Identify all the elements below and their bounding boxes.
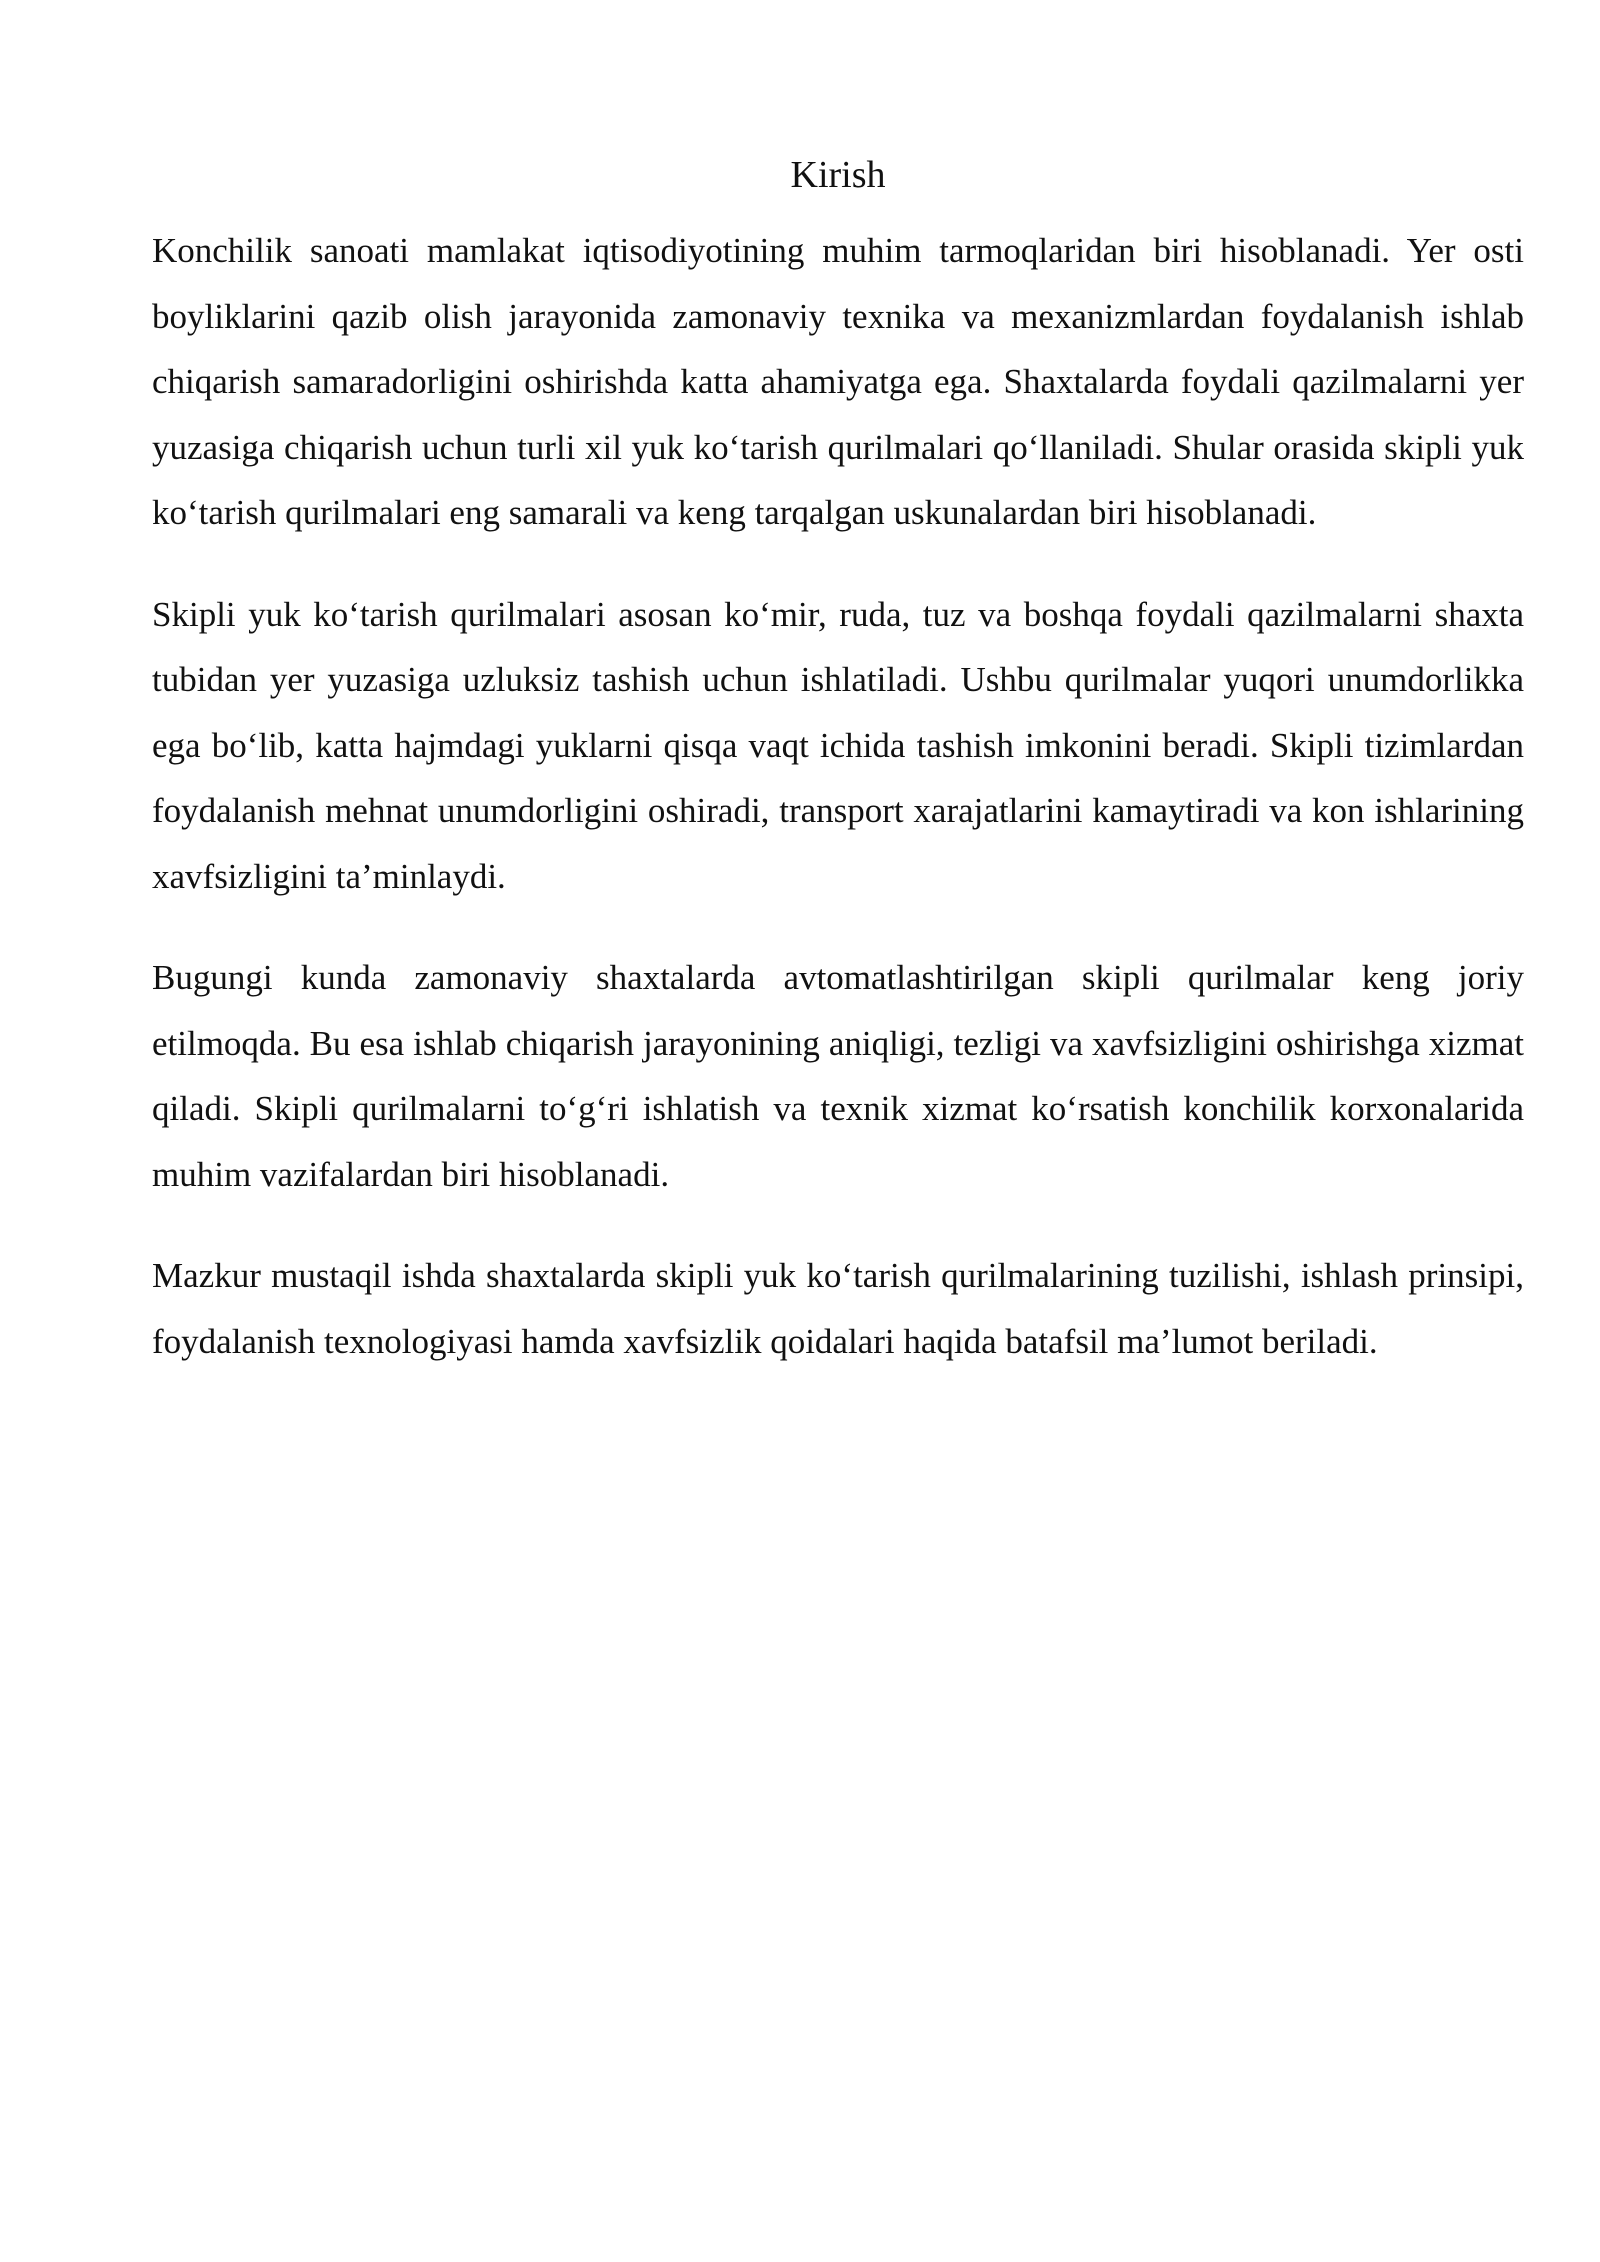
paragraph-1: Konchilik sanoati mamlakat iqtisodiyotining muhim tarmoqlaridan biri hisoblanadi. Yer osti boyliklarini qazib olish jarayonida zamonaviy texnika va mexanizmlardan foydalanish ishlab chiqarish samaradorligini oshirishda katta ahamiyatga ega. Shaxtalarda foydali qazilmalarni yer yuzasiga chiqarish uchun turli xil yuk ko‘tarish qurilmalari qo‘llaniladi. Shular orasida skipli yuk ko‘tarish qurilmalari eng samarali va keng tarqalgan uskunalardan biri hisoblanadi.: [152, 231, 1524, 532]
document-content: [152, 142, 1524, 1410]
paragraph-3: Bugungi kunda zamonaviy shaxtalarda avtomatlashtirilgan skipli qurilmalar keng joriy etilmoqda. Bu esa ishlab chiqarish jarayonining aniqligi, tezligi va xavfsizligini oshirishga xizmat qiladi. Skipli qurilmalarni to‘g‘ri ishlatish va texnik xizmat ko‘rsatish konchilik korxonalarida muhim vazifalardan biri hisoblanadi.: [152, 958, 1524, 1194]
paragraph-4: Mazkur mustaqil ishda shaxtalarda skipli yuk ko‘tarish qurilmalarining tuzilishi, ishlash prinsipi, foydalanish texnologiyasi hamda xavfsizlik qoidalari haqida batafsil ma’lumot beriladi.: [152, 1256, 1524, 1361]
paragraph-2: Skipli yuk ko‘tarish qurilmalari asosan ko‘mir, ruda, tuz va boshqa foydali qazilmalarni shaxta tubidan yer yuzasiga uzluksiz tashish uchun ishlatiladi. Ushbu qurilmalar yuqori unumdorlikka ega bo‘lib, katta hajmdagi yuklarni qisqa vaqt ichida tashish imkonini beradi. Skipli tizimlardan foydalanish mehnat unumdorligini oshiradi, transport xarajatlarini kamaytiradi va kon ishlarining xavfsizligini ta’minlaydi.: [152, 594, 1524, 896]
page-title: Kirish: [790, 154, 886, 196]
